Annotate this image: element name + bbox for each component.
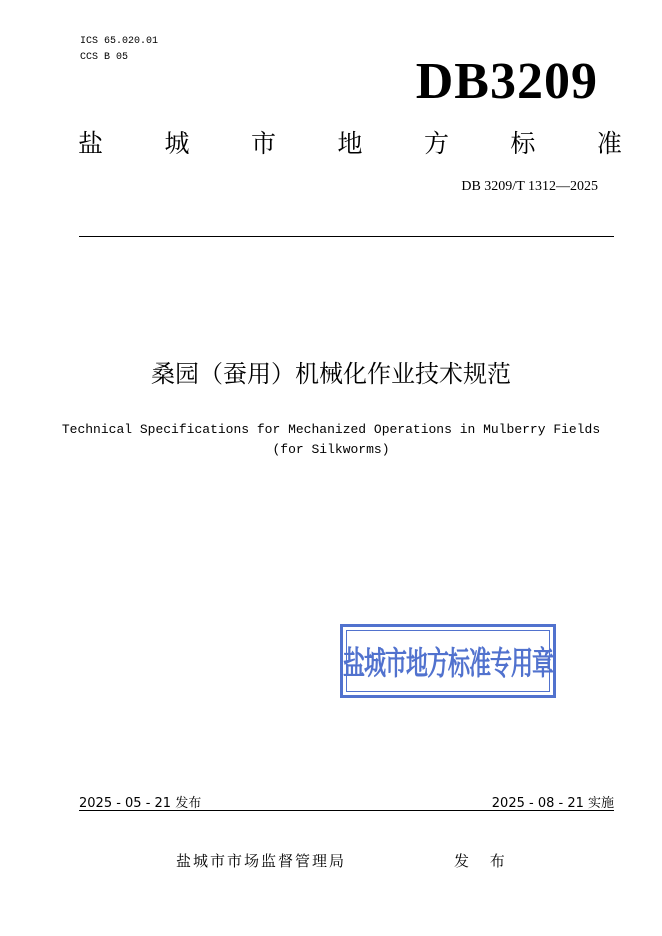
standard-type-char: 方 xyxy=(423,129,449,158)
implementation-date: 2025 - 08 - 21 实施 xyxy=(491,796,614,811)
chinese-title: 桑园（蚕用）机械化作业技术规范 xyxy=(151,360,511,388)
standard-type-char: 市 xyxy=(250,129,276,158)
header-divider xyxy=(79,236,614,237)
english-title-line1: Technical Specifications for Mechanized Operations in Mulberry Fields xyxy=(61,422,601,437)
db-code: DB3209 xyxy=(415,53,598,110)
publisher-name: 盐城市市场监督管理局 xyxy=(176,852,347,870)
standard-type-char: 标 xyxy=(510,129,536,158)
english-title-line2: (for Silkworms) xyxy=(272,442,390,457)
english-title xyxy=(0,420,662,460)
standard-type-char: 盐 xyxy=(78,129,104,158)
standard-number: DB 3209/T 1312—2025 xyxy=(461,179,598,194)
standard-type-char: 城 xyxy=(164,129,190,158)
standard-type xyxy=(78,126,622,162)
standard-type-char: 地 xyxy=(337,129,363,158)
ics-code: ICS 65.020.01 xyxy=(80,36,159,47)
footer-divider xyxy=(79,810,614,811)
stamp-inner-border xyxy=(343,630,554,692)
release-date: 2025 - 05 - 21 发布 xyxy=(79,796,202,811)
classification-codes xyxy=(80,34,158,66)
standard-type-char: 准 xyxy=(596,129,622,158)
ccs-code: CCS B 05 xyxy=(80,52,129,63)
official-stamp xyxy=(340,624,556,698)
publish-label: 发 布 xyxy=(454,852,513,870)
stamp-text: 盐城市地方标准专用章 xyxy=(343,645,554,683)
